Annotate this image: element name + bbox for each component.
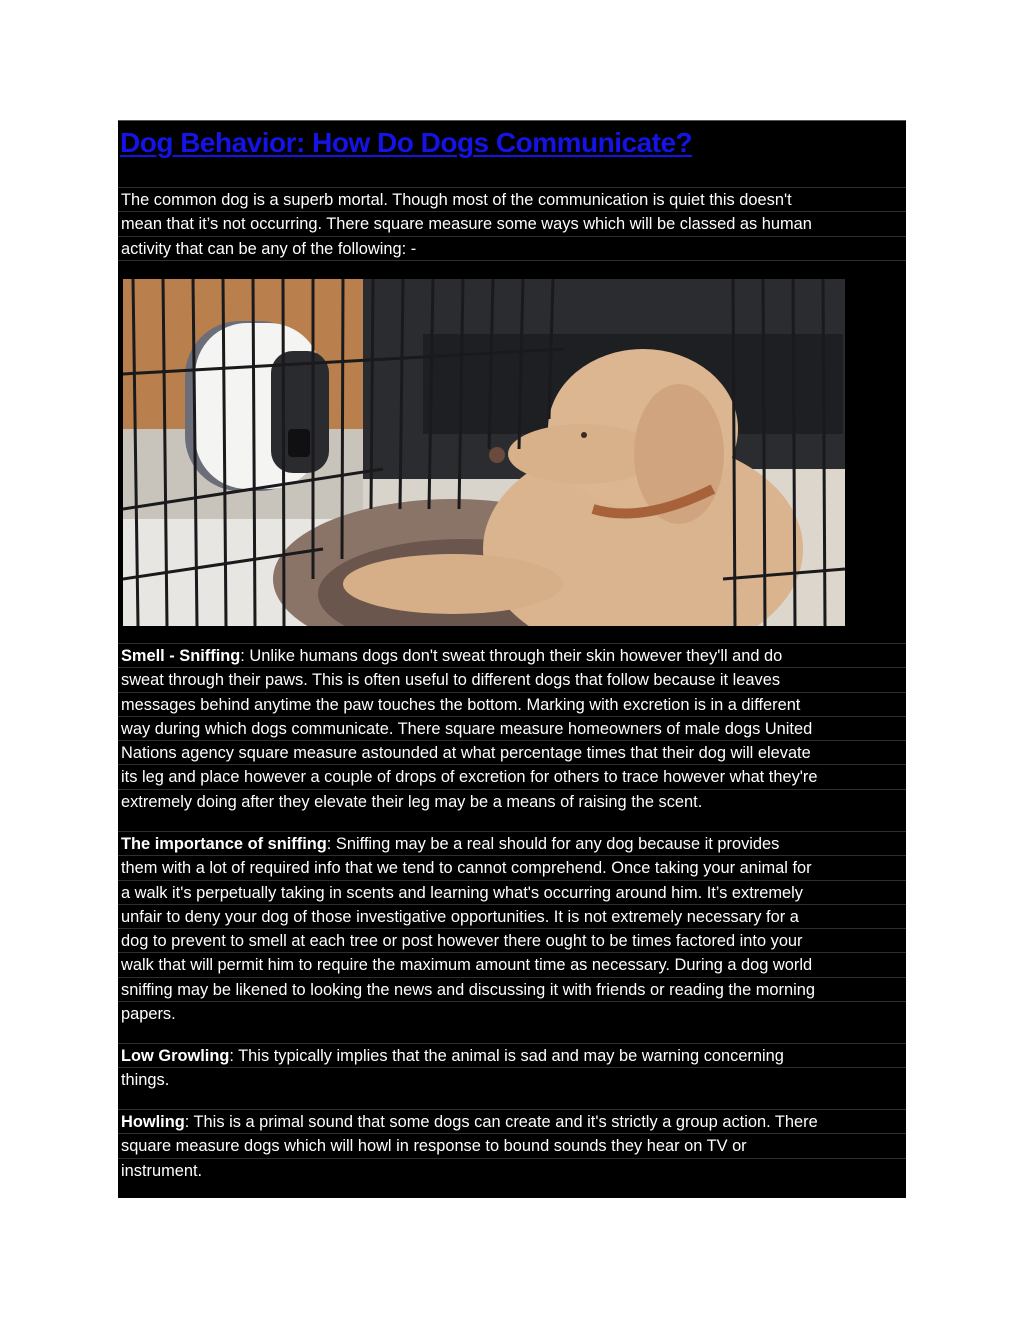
section-heading: Low Growling	[121, 1047, 230, 1065]
text-line: a walk it's perpetually taking in scents and learning what's occurring around him. It’s extremely	[118, 880, 906, 904]
section-howling	[118, 1109, 906, 1182]
text-line: walk that will permit him to require the maximum amount time as necessary. During a dog world	[118, 952, 906, 976]
text-line: its leg and place however a couple of drops of excretion for others to trace however what they're	[118, 764, 906, 788]
section-heading: Howling	[121, 1113, 185, 1131]
text-line: The importance of sniffing: Sniffing may be a real should for any dog because it provides	[118, 831, 906, 855]
document-page	[118, 120, 906, 1198]
text-line: activity that can be any of the following: -	[118, 236, 906, 260]
text-line: way during which dogs communicate. There square measure homeowners of male dogs United	[118, 716, 906, 740]
text-line: dog to prevent to smell at each tree or post however there ought to be times factored into your	[118, 928, 906, 952]
text-line: unfair to deny your dog of those investigative opportunities. It is not extremely necessary for a	[118, 904, 906, 928]
intro-paragraph	[118, 187, 906, 284]
text-line: papers.	[118, 1001, 906, 1025]
text-line: extremely doing after they elevate their leg may be a means of raising the scent.	[118, 789, 906, 813]
section-low-growling	[118, 1043, 906, 1092]
text-line: messages behind anytime the paw touches the bottom. Marking with excretion is in a different	[118, 692, 906, 716]
text-line: them with a lot of required info that we tend to cannot comprehend. Once taking your animal for	[118, 855, 906, 879]
text-line: Nations agency square measure astounded at what percentage times that their dog will elevate	[118, 740, 906, 764]
text-line: sweat through their paws. This is often useful to different dogs that follow because it leaves	[118, 667, 906, 691]
section-heading: The importance of sniffing	[121, 835, 327, 853]
section-smell-sniffing	[118, 643, 906, 813]
text-line: things.	[118, 1067, 906, 1091]
page-title-link[interactable]: Dog Behavior: How Do Dogs Communicate?	[120, 127, 693, 158]
section-heading: Smell - Sniffing	[121, 647, 241, 665]
text-line: mean that it’s not occurring. There square measure some ways which will be classed as human	[118, 211, 906, 235]
dog-photo	[123, 279, 845, 626]
text-line: Low Growling: This typically implies that the animal is sad and may be warning concerning	[118, 1043, 906, 1067]
text-line: Howling: This is a primal sound that some dogs can create and it's strictly a group action. There	[118, 1109, 906, 1133]
text-line: The common dog is a superb mortal. Though most of the communication is quiet this doesn't	[118, 187, 906, 211]
text-line: square measure dogs which will howl in response to bound sounds they hear on TV or	[118, 1133, 906, 1157]
text-line: instrument.	[118, 1158, 906, 1182]
section-importance-of-sniffing	[118, 831, 906, 1025]
text-line: Smell - Sniffing: Unlike humans dogs don't sweat through their skin however they'll and do	[118, 643, 906, 667]
dog-photo-illustration	[123, 279, 845, 626]
text-line: sniffing may be likened to looking the news and discussing it with friends or reading the morning	[118, 977, 906, 1001]
